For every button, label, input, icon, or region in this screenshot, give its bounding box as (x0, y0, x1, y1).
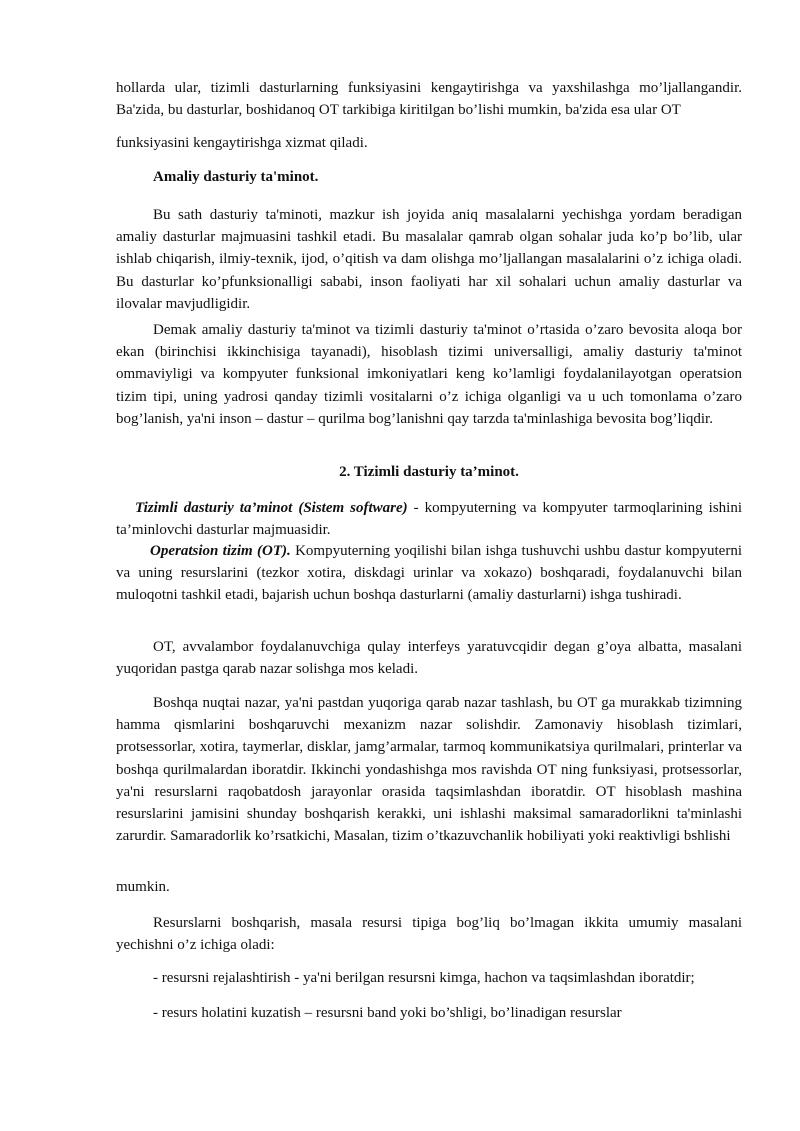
paragraph-relation: Demak amaliy dasturiy ta'minot va tizimli dasturiy ta'minot o’rtasida o’zaro bevosita aloqa bor ekan (birinchisi ikkinchisiga tayanadi), hisoblash tizimi universalligi, amaliy dasturiy ta'minot ommaviyligi va kompyuter funksional imkoniyatlari keng ko’lamligi foydalanilayotgan operatsion tizim tipi, uning yadrosi qanday tizimli vositalarni o’z ichiga olganligi va u uch tomonlama o’zaro bog’lanish, ya'ni inson – dastur – qurilma bog’lanishni qay tarzda ta'minlashiga bevosita bog’liqdir. (116, 322, 742, 427)
paragraph-intro: hollarda ular, tizimli dasturlarning funksiyasini kengaytirishga va yaxshilashga mo’ljallangandir. Ba'zida, bu dasturlar, boshidanoq OT tarkibiga kiritilgan bo’lishi mumkin, ba'zida esa ular OT (116, 80, 742, 119)
paragraph-applied-software: Bu sath dasturiy ta'minoti, mazkur ish joyida aniq masalalarni yechishga yordam beradigan amaliy dasturlar majmuasini tashkil etadi. Bu masalalar qamrab olgan sohalar juda ko’p bo’lib, ular ishlab chiqarish, ilmiy-texnik, ijod, o’qitish va dam olishga mo’ljallangan masalalarini o’z ichiga oladi. Bu dasturlar ko’pfunksionalligi sababi, inson faoliyati har xil sohalari uchun amaliy dasturlar va ilovalar mavjudligidir. (116, 207, 742, 312)
paragraph-resource-view: Boshqa nuqtai nazar, ya'ni pastdan yuqoriga qarab nazar tashlash, bu OT ga murakkab tizimning hamma qismlarini boshqaruvchi mexanizm nazar solishdir. Zamonaviy hisoblash tizimlari, protsessorlar, xotira, taymerlar, disklar, jamg’armalar, tarmoq kommunikatsiya qurilmalari, printerlar va boshqa qurilmalardan iboratdir. Ikkinchi yondashishga mos ravishda OT ning funksiyasi, protsessorlar, ya'ni resurslarni raqobatdosh jarayonlar orasida taqsimlashdan iboratdir. OT hisoblash mashina resurslarini jamisini shunday boshqarish kerakki, uni ishlashi maksimal samaradorlikni ta'minlashi zarurdir. Samaradorlik ko’rsatkichi, Masalan, tizim o’tkazuvchanlik hobiliyati yoki reaktivligi bshlishi (116, 695, 742, 845)
list-item-resource-monitoring: - resurs holatini kuzatish – resursni band yoki bo’shligi, bo’linadigan resurslar (153, 1005, 622, 1021)
paragraph-operating-system (116, 540, 742, 607)
paragraph-resource-management: Resurslarni boshqarish, masala resursi tipiga bog’liq bo’lmagan ikkita umumiy masalani yechishni o’z ichiga oladi: (116, 915, 742, 954)
paragraph-interface: OT, avvalambor foydalanuvchiga qulay interfeys yaratuvcqidir degan g’oya albatta, masalani yuqoridan pastga qarab nazar solishga mos keladi. (116, 639, 742, 678)
section-heading-system-software: 2. Tizimli dasturiy ta’minot. (339, 464, 519, 480)
paragraph-intro-continued: funksiyasini kengaytirishga xizmat qiladi. (116, 135, 368, 151)
paragraph-definition (116, 497, 742, 541)
list-item-resource-planning: - resursni rejalashtirish - ya'ni berilgan resursni kimga, hachon va taqsimlashdan iboratdir; (153, 970, 695, 986)
definition-text: - kompyuterning va kompyuter tarmoqlarining ishini ta’minlovchi dasturlar majmuasidir. (116, 500, 742, 539)
heading-applied-software: Amaliy dasturiy ta'minot. (153, 169, 319, 185)
paragraph-resource-view-continued: mumkin. (116, 879, 170, 895)
definition-term: Tizimli dasturiy ta’minot (Sistem software) (135, 500, 408, 516)
os-term: Operatsion tizim (OT). (150, 543, 291, 559)
os-text: Kompyuterning yoqilishi bilan ishga tushuvchi ushbu dastur kompyuterni va uning resurslarini (tezkor xotira, diskdagi urinlar va xokazo) boshqaradi, foydalanuvchi bilan muloqotni tashkil etadi, bajarish uchun boshqa dasturlarni (amaliy dasturlarni) ishga tushiradi. (116, 543, 742, 604)
